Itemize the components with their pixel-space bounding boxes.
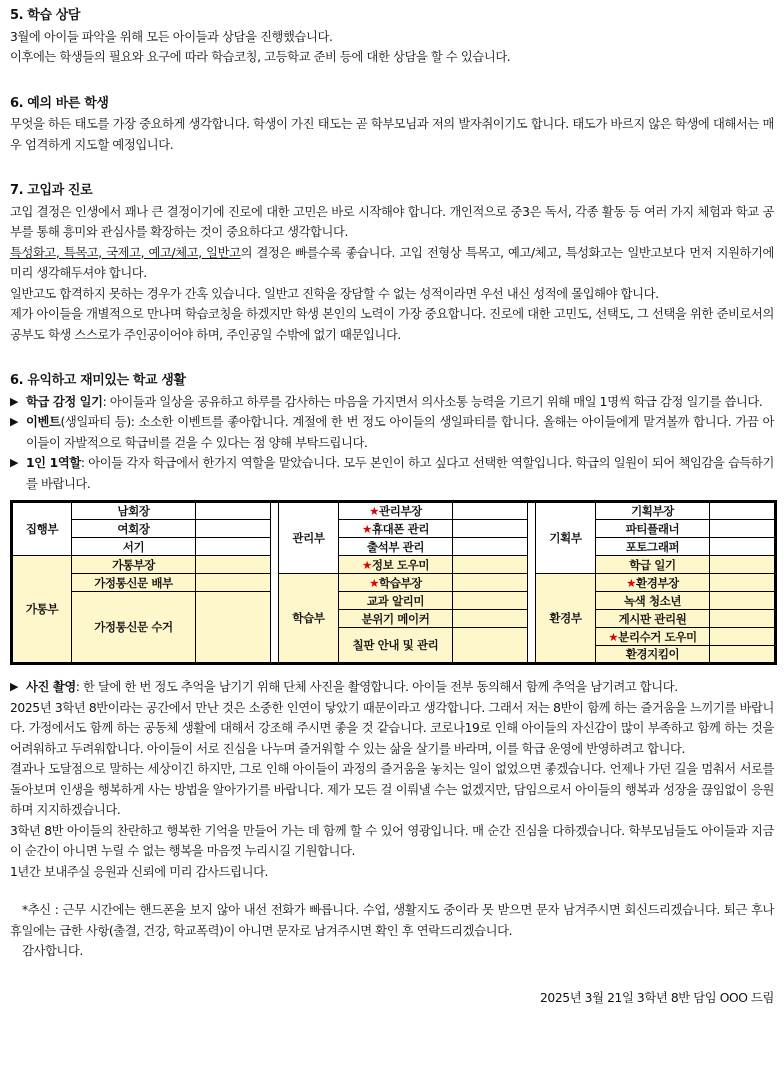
bullet-heading: 이벤트: [26, 415, 61, 429]
bullet-heading: 1인 1역할: [26, 456, 81, 470]
section-title: 7. 고입과 진로: [10, 183, 93, 198]
section-manners: [10, 94, 774, 156]
paragraph: 일반고도 합격하지 못하는 경우가 간혹 있습니다. 일반고 진학을 장담할 수 없는 성적이라면 우선 내신 성적에 몰입해야 합니다.: [10, 286, 659, 301]
role-cell: 칠판 안내 및 관리: [339, 628, 453, 664]
role-cell: ★분리수거 도우미: [596, 628, 710, 646]
class-roles-table: [10, 500, 777, 665]
dept-label: 학습부: [279, 574, 339, 664]
paragraph-text: 의 결정은 빠를수록 좋습니다. 고입 전형상 특목고, 예고/체고, 특성화고는 일반고보다 먼저 지원하기에 미리 생각해두셔야 합니다.: [10, 245, 774, 280]
postscript-text: *추신 : 근무 시간에는 핸드폰을 보지 않아 내선 전화가 빠릅니다. 수업, 생활지도 중이라 못 받으면 문자 남겨주시면 회신드리겠습니다. 퇴근 후나 휴일에는 급한 사항(출결, 건강, 학교폭력)이 아니면 문자로 남겨주시면 확인 후 연락드리겠습니다.: [10, 903, 774, 938]
role-cell: 교과 알리미: [339, 592, 453, 610]
role-cell: ★환경부장: [596, 574, 710, 592]
section-counseling: [10, 6, 774, 68]
star-icon: ★: [369, 575, 380, 590]
bullet-marker: ▶: [10, 680, 19, 693]
paragraph: 고입 결정은 인생에서 꽤나 큰 결정이기에 진로에 대한 고민은 바로 시작해야 합니다. 개인적으로 중3은 독서, 각종 활동 등 여러 가지 체험과 학교 공부를 통해 흥미와 관심사를 확장하는 것이 중요하다고 생각합니다.: [10, 204, 774, 239]
bullet-item: [10, 453, 774, 494]
document-page: [10, 6, 774, 1008]
dept-label: 환경부: [536, 574, 596, 664]
paragraph: 1년간 보내주실 응원과 신뢰에 미리 감사드립니다.: [10, 864, 269, 879]
role-cell: 파티플래너: [596, 520, 710, 538]
bullet-heading: 사진 촬영: [26, 680, 76, 694]
paragraph: 결과나 도달점으로 말하는 세상이긴 하지만, 그로 인해 아이들이 과정의 즐거움을 놓치는 일이 없었으면 좋겠습니다. 언제나 가던 길을 멈춰서 서로를 돌아보며 인생을 행복하게 사는 방법을 알아가기를 바랍니다. 제가 모든 걸 이뤄낼 수는 없겠지만, 담임으로서 아이들의 행복과 성장을 끊임없이 응원하며 지지하겠습니다.: [10, 762, 774, 817]
bullet-text: : 아이들과 일상을 공유하고 하루를 감사하는 마음을 가지면서 의사소통 능력을 기르기 위해 매일 1명씩 학급 감정 일기를 씁니다.: [102, 394, 763, 409]
role-cell: 환경지킴이: [596, 646, 710, 664]
role-cell: ★휴대폰 관리: [339, 520, 453, 538]
role-cell: ★학습부장: [339, 574, 453, 592]
role-cell: 출석부 관리: [339, 538, 453, 556]
paragraph: 제가 아이들을 개별적으로 만나며 학습코칭을 하겠지만 학생 본인의 노력이 가장 중요합니다. 진로에 대한 고민도, 선택도, 그 선택을 위한 준비로서의 공부도 학생 스스로가 주인공이어야 하며, 주인공일 수밖에 없기 때문입니다.: [10, 307, 774, 342]
dept-label: 관리부: [279, 502, 339, 574]
paragraph: 2025년 3학년 8반이라는 공간에서 만난 것은 소중한 인연이 닿았기 때문이라고 생각합니다. 그래서 저는 8반이 함께 하는 즐거움을 느끼기를 바랍니다. 가정에서도 함께 하는 공동체 생활에 대해서 강조해 주시면 좋을 것 같습니다. 코로나19로 인해 아이들의 자신감이 많이 부족하고 함께 하는 것을 어려워하고 두려워합니다. 아이들이 서로 진심을 나누며 즐거워할 수 있는 삶을 살기를 바라며, 이를 학급 운영에 반영하려고 합니다.: [10, 700, 774, 756]
paragraph: 이후에는 학생들의 필요와 요구에 따라 학습코칭, 고등학교 준비 등에 대한 상담을 할 수 있습니다.: [10, 50, 511, 64]
section-title: 6. 유익하고 재미있는 학교 생활: [10, 373, 186, 388]
role-cell: 기획부장: [596, 502, 710, 520]
role-cell: 녹색 청소년: [596, 592, 710, 610]
dept-label: 기획부: [536, 502, 596, 574]
role-cell: 가정통신문 배부: [72, 574, 196, 592]
role-cell: 서기: [72, 538, 196, 556]
dept-label: 집행부: [12, 502, 72, 556]
role-cell: 게시판 관리원: [596, 610, 710, 628]
role-cell: ★관리부장: [339, 502, 453, 520]
role-cell: 가통부장: [72, 556, 196, 574]
role-cell: 여회장: [72, 520, 196, 538]
bullet-text: (생일파티 등): 소소한 이벤트를 좋아합니다. 계절에 한 번 정도 아이들의 생일파티를 합니다. 올해는 아이들에게 맡겨볼까 합니다. 가끔 아이들이 자발적으로 학급비를 걷을 수 있다는 점 양해 부탁드립니다.: [26, 415, 774, 450]
bullet-item: [10, 677, 774, 698]
paragraph: [10, 243, 774, 284]
role-cell: ★정보 도우미: [339, 556, 453, 574]
star-icon: ★: [369, 504, 380, 518]
underlined-text: 특성화고, 특목고, 국제고, 예고/체고, 일반고: [10, 245, 241, 260]
bullet-heading: 학급 감정 일기: [26, 394, 103, 409]
role-cell: 남회장: [72, 502, 196, 520]
closing-text: 감사합니다.: [22, 944, 83, 958]
star-icon: ★: [361, 521, 372, 536]
bullet-marker: ▶: [10, 415, 19, 428]
section-title: 5. 학습 상담: [10, 8, 81, 23]
section-career: [10, 181, 774, 345]
bullet-text: : 한 달에 한 번 정도 추억을 남기기 위해 단체 사진을 촬영합니다. 아이들 전부 동의해서 함께 추억을 남기려고 합니다.: [75, 680, 678, 694]
section-school-life: [10, 371, 774, 882]
paragraph: 무엇을 하든 태도를 가장 중요하게 생각합니다. 학생이 가진 태도는 곧 학부모님과 저의 발자취이기도 합니다. 태도가 바르지 않은 학생에 대해서는 매우 엄격하게 지도할 예정입니다.: [10, 117, 774, 152]
signature: 2025년 3월 21일 3학년 8반 담임 OOO 드림: [540, 990, 774, 1005]
dept-label: 가통부: [12, 556, 72, 664]
role-cell: 분위기 메이커: [339, 610, 453, 628]
role-cell: 포토그래퍼: [596, 538, 710, 556]
bullet-marker: ▶: [10, 456, 19, 469]
paragraph: 3학년 8반 아이들의 찬란하고 행복한 기억을 만들어 가는 데 함께 할 수 있어 영광입니다. 매 순간 진심을 다하겠습니다. 학부모님들도 아이들과 지금 이 순간이 아니면 누릴 수 없는 행복을 마음껏 누리시길 기원합니다.: [10, 823, 774, 858]
bullet-marker: ▶: [10, 394, 19, 408]
role-cell: 학급 일기: [596, 556, 710, 574]
star-icon: ★: [361, 557, 372, 572]
role-cell: 가정통신문 수거: [72, 592, 196, 664]
bullet-text: : 아이들 각자 학급에서 한가지 역할을 맡았습니다. 모두 본인이 하고 싶다고 선택한 역할입니다. 학급의 일원이 되어 책임감을 습득하기를 바랍니다.: [26, 456, 774, 491]
star-icon: ★: [626, 575, 637, 590]
bullet-item: [10, 412, 774, 453]
bullet-item: [10, 392, 774, 413]
postscript: [10, 900, 774, 962]
star-icon: ★: [608, 629, 619, 644]
paragraph: 3월에 아이들 파악을 위해 모든 아이들과 상담을 진행했습니다.: [10, 29, 333, 44]
section-title: 6. 예의 바른 학생: [10, 95, 109, 111]
